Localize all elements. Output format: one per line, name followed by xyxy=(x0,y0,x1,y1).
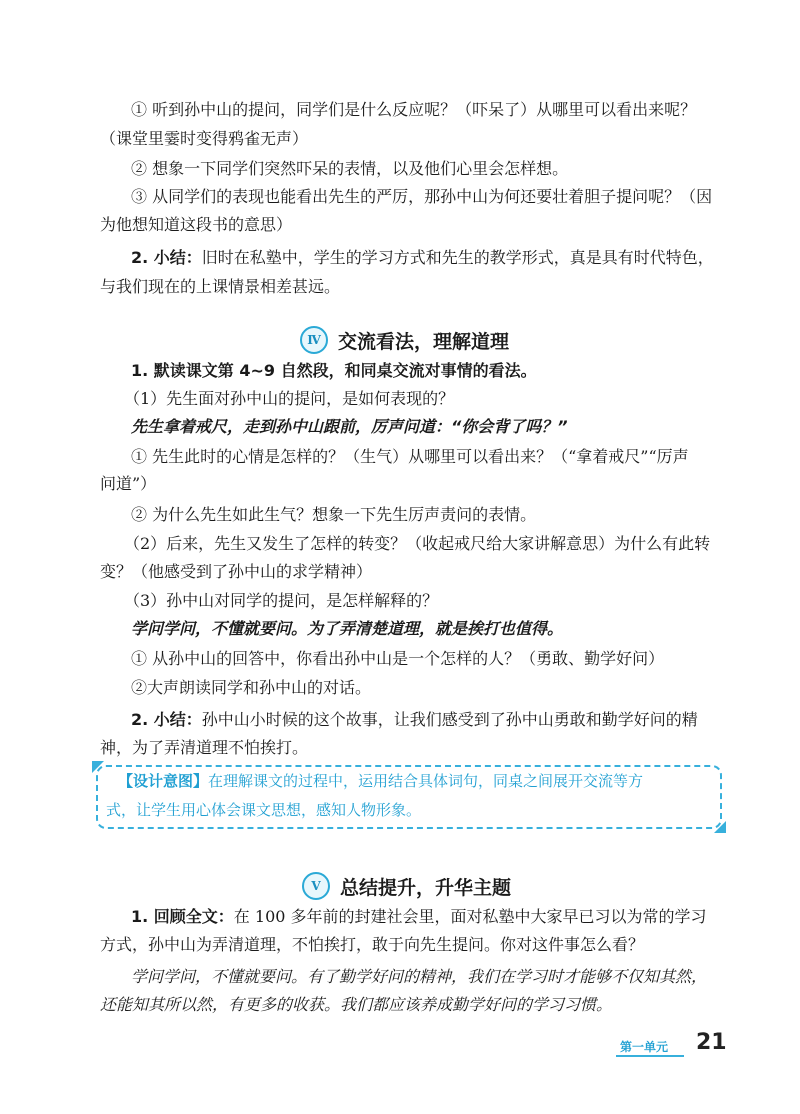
text-line: ③ 从同学们的表现也能看出先生的严厉，那孙中山为何还要壮着胆子提问呢？（因 xyxy=(131,187,713,206)
quote-line: 还能知其所以然，有更多的收获。我们都应该养成勤学好问的学习习惯。 xyxy=(100,995,613,1014)
section-number-badge: Ⅴ xyxy=(302,872,330,900)
text-line: ② 为什么先生如此生气？想象一下先生厉声责问的表情。 xyxy=(131,505,537,524)
quote-line: 学问学问，不懂就要问。为了弄清楚道理，就是挨打也值得。 xyxy=(131,619,564,638)
page-number: 21 xyxy=(696,1030,727,1055)
text-line: ② 想象一下同学们突然吓呆的表情，以及他们心里会怎样想。 xyxy=(131,159,569,178)
section-title: 总结提升，升华主题 xyxy=(340,876,512,899)
section-heading-4 xyxy=(300,326,509,354)
text-line: ②大声朗读同学和孙中山的对话。 xyxy=(131,678,372,697)
footer-rule xyxy=(616,1055,684,1057)
text-line: ① 听到孙中山的提问，同学们是什么反应呢？（吓呆了）从哪里可以看出来呢？ xyxy=(131,100,697,119)
section-number-badge: Ⅳ xyxy=(300,326,328,354)
text-line: 为他想知道这段书的意思） xyxy=(100,215,293,234)
unit-label: 第一单元 xyxy=(620,1040,669,1054)
summary-text: 旧时在私塾中，学生的学习方式和先生的教学形式，真是具有时代特色， xyxy=(201,248,714,267)
design-intent-title: 【设计意图】 xyxy=(118,772,209,790)
text-line: 与我们现在的上课情景相差甚远。 xyxy=(100,277,341,296)
design-intent-text: 在理解课文的过程中，运用结合具体词句，同桌之间展开交流等方 xyxy=(208,772,644,790)
summary-line xyxy=(131,709,698,731)
design-intent-line xyxy=(118,770,643,792)
review-line xyxy=(131,906,707,928)
text-line: 问道”） xyxy=(100,474,157,493)
text-line: ① 从孙中山的回答中，你看出孙中山是一个怎样的人？（勇敢、勤学好问） xyxy=(131,649,665,668)
text-line: （课堂里霎时变得鸦雀无声） xyxy=(100,129,309,148)
quote-line: 学问学问，不懂就要问。有了勤学好问的精神，我们在学习时才能够不仅知其然， xyxy=(131,967,708,986)
text-line: 方式，孙中山为弄清道理，不怕挨打，敢于向先生提问。你对这件事怎么看？ xyxy=(100,935,645,954)
text-line: 变？（他感受到了孙中山的求学精神） xyxy=(100,562,373,581)
summary-text: 孙中山小时候的这个故事，让我们感受到了孙中山勇敢和勤学好问的精 xyxy=(201,710,698,729)
design-intent-line: 式，让学生用心体会课文思想，感知人物形象。 xyxy=(106,801,422,819)
summary-label: 2. 小结： xyxy=(131,248,202,267)
corner-ornament-icon xyxy=(92,761,104,773)
text-line: （3）孙中山对同学的提问，是怎样解释的？ xyxy=(124,591,439,610)
text-line: （1）先生面对孙中山的提问，是如何表现的？ xyxy=(124,389,455,408)
text-line: 神，为了弄清道理不怕挨打。 xyxy=(100,738,309,757)
summary-line xyxy=(131,247,714,269)
corner-ornament-icon xyxy=(714,821,726,833)
review-text: 在 100 多年前的封建社会里，面对私塾中大家早已习以为常的学习 xyxy=(233,907,707,926)
section-title: 交流看法，理解道理 xyxy=(338,330,510,353)
text-line: （2）后来，先生又发生了怎样的转变？（收起戒尺给大家讲解意思）为什么有此转 xyxy=(124,534,711,553)
review-label: 1. 回顾全文： xyxy=(131,907,234,926)
section-heading-5 xyxy=(302,872,511,900)
text-line: ① 先生此时的心情是怎样的？（生气）从哪里可以看出来？（“拿着戒尺”“厉声 xyxy=(131,447,689,466)
quote-line: 先生拿着戒尺，走到孙中山跟前，厉声问道：“你会背了吗？” xyxy=(131,417,568,436)
summary-label: 2. 小结： xyxy=(131,710,202,729)
step-heading: 1. 默读课文第 4~9 自然段，和同桌交流对事情的看法。 xyxy=(131,361,537,380)
